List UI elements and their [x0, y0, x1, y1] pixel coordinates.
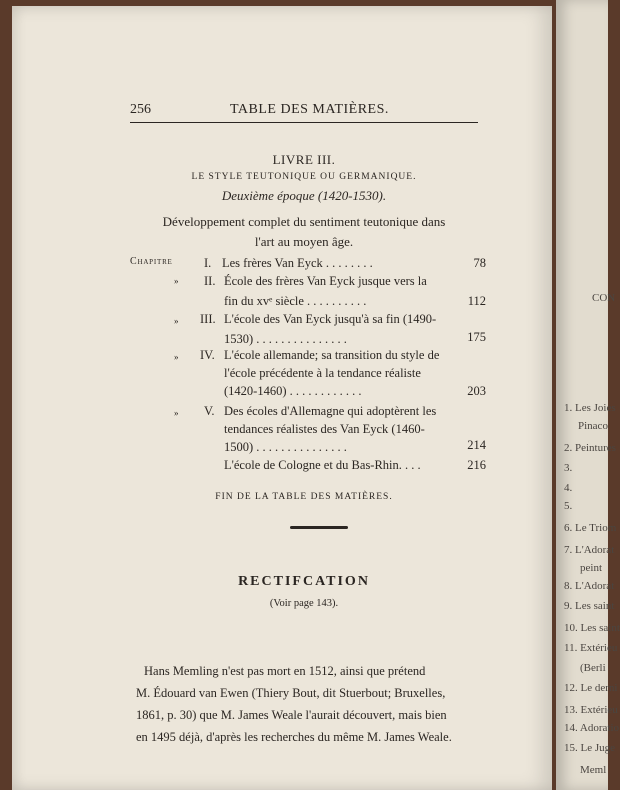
- toc-entry-line: Les frères Van Eyck . . . . . . . .: [222, 256, 373, 270]
- right-page-fragment: 10. Les saint: [564, 622, 620, 634]
- right-page-fragment: Pinaco: [578, 420, 608, 432]
- chapter-marker: »: [174, 352, 179, 362]
- toc-entry-line: (1420-1460) . . . . . . . . . . . .: [224, 384, 362, 398]
- end-of-contents-label: FIN DE LA TABLE DES MATIÈRES.: [215, 492, 393, 502]
- right-page-fragment: CON: [592, 292, 616, 304]
- right-page-fragment: 7. L'Adorat: [564, 544, 615, 556]
- toc-entry-line: L'école de Cologne et du Bas-Rhin. . . .: [224, 458, 421, 472]
- toc-entry-line: École des frères Van Eyck jusque vers la: [224, 274, 427, 288]
- right-page-fragment: 3.: [564, 462, 573, 474]
- toc-page-number: 175: [467, 330, 486, 344]
- rectification-text-line: 1861, p. 30) que M. James Weale l'aurait découvert, mais bien: [136, 708, 447, 722]
- right-page-fragment: 5.: [564, 500, 573, 512]
- chapter-marker: »: [174, 408, 179, 418]
- book-page-right: [556, 0, 620, 790]
- right-page-fragment: 9. Les saint: [564, 600, 615, 612]
- right-page-fragment: (Berli: [580, 662, 606, 674]
- toc-entry-line: l'école précédente à la tendance réaliste: [224, 366, 421, 380]
- toc-page-number: 78: [473, 256, 486, 270]
- chapitre-label: Chapitre: [130, 256, 173, 267]
- rectification-text-line: en 1495 déjà, d'après les recherches du même M. James Weale.: [136, 730, 452, 744]
- toc-page-number: 214: [467, 438, 486, 452]
- rectification-text-line: M. Édouard van Ewen (Thiery Bout, dit Stuerbout; Bruxelles,: [136, 686, 446, 700]
- toc-chapter-number: I.: [204, 256, 212, 270]
- page-number: 256: [130, 102, 151, 117]
- right-page-fragment: 12. Le derni: [564, 682, 618, 694]
- rectification-subtitle: (Voir page 143).: [269, 598, 339, 609]
- rectification-title: RECTIFCATION: [238, 574, 370, 589]
- toc-chapter-number: III.: [200, 312, 216, 326]
- right-page-fragment: peint: [580, 562, 602, 574]
- right-page-fragment: Meml: [580, 764, 607, 776]
- toc-page-number: 112: [467, 294, 486, 308]
- style-label: LE STYLE TEUTONIQUE OU GERMANIQUE.: [191, 172, 417, 182]
- toc-page-number: 216: [467, 458, 486, 472]
- right-page-fragment: 6. Le Triom: [564, 522, 617, 534]
- toc-entry-line: fin du xvᵉ siècle . . . . . . . . . .: [224, 294, 367, 308]
- toc-chapter-number: II.: [204, 274, 216, 288]
- page-header: [130, 100, 478, 123]
- right-page-fragment: 13. Extérieu: [564, 704, 618, 716]
- right-page-fragment: 8. L'Adorat: [564, 580, 615, 592]
- chapter-marker: »: [174, 316, 179, 326]
- toc-page-number: 203: [467, 384, 486, 398]
- right-page-fragment: 4.: [564, 482, 573, 494]
- toc-chapter-number: IV.: [200, 348, 215, 362]
- development-line-1: Développement complet du sentiment teutonique dans: [162, 214, 446, 229]
- right-page-fragment: 14. Adoratio: [564, 722, 619, 734]
- right-page-fragment: 1. Les Joies: [564, 402, 616, 414]
- toc-chapter-number: V.: [204, 404, 215, 418]
- right-page-fragment: 11. Extérieu: [564, 642, 618, 654]
- toc-entry-line: L'école allemande; sa transition du style de: [224, 348, 440, 362]
- right-page-fragment: 2. Peintures: [564, 442, 616, 454]
- development-line-2: l'art au moyen âge.: [254, 234, 354, 249]
- ornamental-rule: [290, 526, 348, 529]
- toc-entry-line: tendances réalistes des Van Eyck (1460-: [224, 422, 425, 436]
- toc-entry-line: 1530) . . . . . . . . . . . . . . .: [224, 332, 347, 346]
- toc-entry-line: Des écoles d'Allemagne qui adoptèrent les: [224, 404, 437, 418]
- toc-entry-line: 1500) . . . . . . . . . . . . . . .: [224, 440, 347, 454]
- livre-heading: LIVRE III.: [272, 152, 336, 167]
- rectification-text-line: Hans Memling n'est pas mort en 1512, ainsi que prétend: [144, 664, 426, 678]
- right-page-fragment: 15. Le Juge: [564, 742, 616, 754]
- epoque-heading: Deuxième époque (1420-1530).: [221, 188, 387, 203]
- chapter-marker: »: [174, 276, 179, 286]
- page-running-title: TABLE DES MATIÈRES.: [230, 102, 389, 117]
- toc-entry-line: L'école des Van Eyck jusqu'à sa fin (1490-: [224, 312, 437, 326]
